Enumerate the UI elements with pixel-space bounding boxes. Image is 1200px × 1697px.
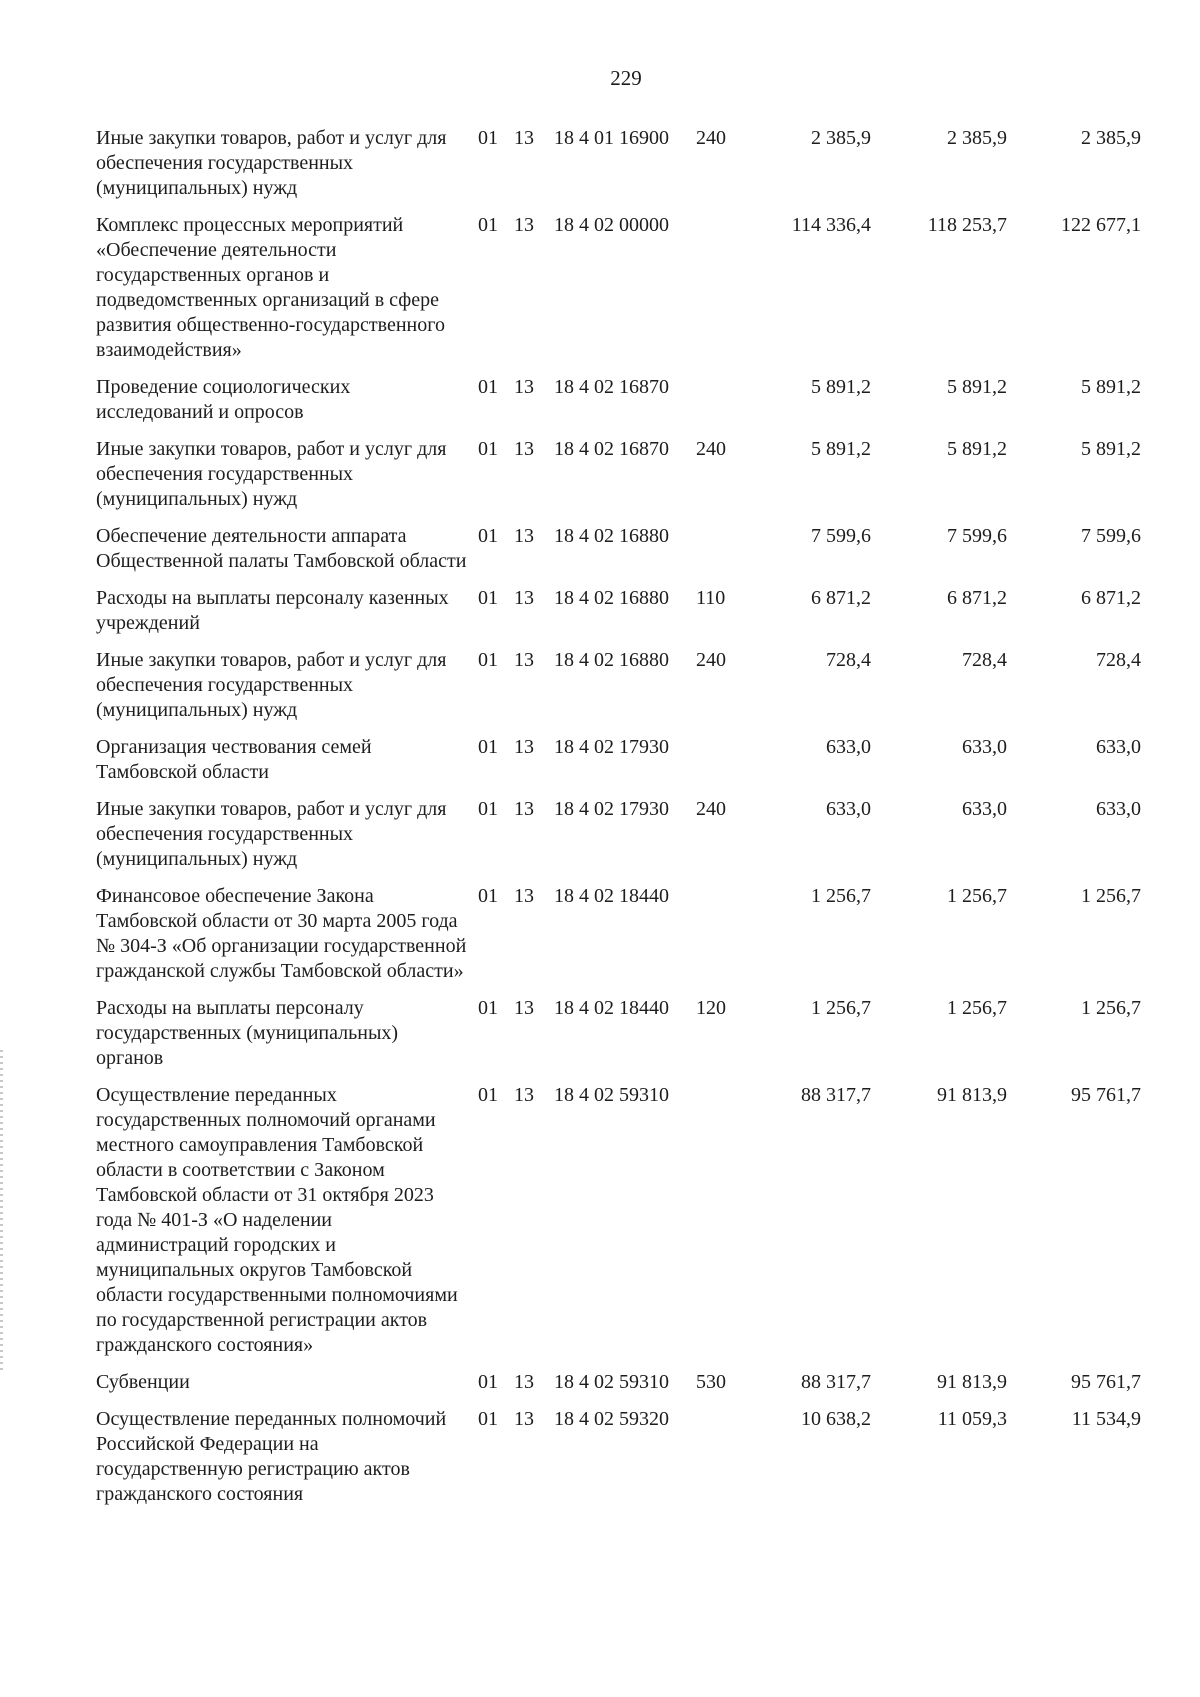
table-row (96, 213, 1176, 363)
section-code: 01 (478, 525, 498, 547)
target-article-code: 18 4 02 18440 (554, 885, 669, 907)
amount-2024: 6 871,2 (811, 587, 871, 609)
target-article-code: 18 4 02 17930 (554, 798, 669, 820)
section-code: 01 (478, 127, 498, 149)
amount-2025: 11 059,3 (937, 1408, 1007, 1430)
section-code: 01 (478, 798, 498, 820)
subsection-code: 13 (514, 127, 534, 149)
table-row (96, 884, 1176, 984)
subsection-code: 13 (514, 1084, 534, 1106)
subsection-code: 13 (514, 649, 534, 671)
amount-2026: 5 891,2 (1081, 438, 1141, 460)
expense-type-code: 110 (696, 587, 726, 609)
row-name: Проведение социологических исследований и опросов (96, 376, 351, 423)
amount-2025: 1 256,7 (947, 997, 1007, 1019)
section-code: 01 (478, 1371, 498, 1393)
amount-2025: 5 891,2 (947, 376, 1007, 398)
row-name: Обеспечение деятельности аппарата Общественной палаты Тамбовской области (96, 525, 467, 572)
expense-type-code: 240 (696, 127, 726, 149)
expense-type-code: 120 (696, 997, 726, 1019)
amount-2025: 633,0 (962, 736, 1007, 758)
amount-2024: 88 317,7 (801, 1084, 871, 1106)
amount-2026: 95 761,7 (1071, 1371, 1141, 1393)
amount-2024: 5 891,2 (811, 376, 871, 398)
amount-2025: 118 253,7 (927, 214, 1007, 236)
page-number: 229 (610, 66, 642, 90)
row-name: Иные закупки товаров, работ и услуг для обеспечения государственных (муниципальных) нужд (96, 438, 447, 510)
amount-2026: 633,0 (1096, 798, 1141, 820)
amount-2024: 5 891,2 (811, 438, 871, 460)
target-article-code: 18 4 01 16900 (554, 127, 669, 149)
row-name: Организация чествования семей Тамбовской области (96, 736, 372, 783)
target-article-code: 18 4 02 17930 (554, 736, 669, 758)
subsection-code: 13 (514, 885, 534, 907)
scan-edge-artifact (0, 1050, 3, 1370)
amount-2025: 7 599,6 (947, 525, 1007, 547)
amount-2024: 633,0 (826, 798, 871, 820)
amount-2026: 633,0 (1096, 736, 1141, 758)
amount-2024: 10 638,2 (801, 1408, 871, 1430)
amount-2024: 2 385,9 (811, 127, 871, 149)
section-code: 01 (478, 997, 498, 1019)
table-row (96, 586, 1176, 636)
amount-2026: 95 761,7 (1071, 1084, 1141, 1106)
table-row (96, 524, 1176, 574)
table-row (96, 735, 1176, 785)
amount-2026: 7 599,6 (1081, 525, 1141, 547)
row-name: Иные закупки товаров, работ и услуг для обеспечения государственных (муниципальных) нужд (96, 649, 447, 721)
table-row (96, 375, 1176, 425)
amount-2026: 1 256,7 (1081, 997, 1141, 1019)
section-code: 01 (478, 1084, 498, 1106)
amount-2025: 2 385,9 (947, 127, 1007, 149)
amount-2026: 122 677,1 (1061, 214, 1141, 236)
section-code: 01 (478, 587, 498, 609)
target-article-code: 18 4 02 18440 (554, 997, 669, 1019)
target-article-code: 18 4 02 00000 (554, 214, 669, 236)
amount-2026: 11 534,9 (1071, 1408, 1141, 1430)
subsection-code: 13 (514, 736, 534, 758)
subsection-code: 13 (514, 376, 534, 398)
amount-2026: 6 871,2 (1081, 587, 1141, 609)
row-name: Финансовое обеспечение Закона Тамбовской области от 30 марта 2005 года № 304-З «Об организации государственной гражданской службы Тамбовской области» (96, 885, 467, 982)
row-name: Расходы на выплаты персоналу государственных (муниципальных) органов (96, 997, 399, 1069)
target-article-code: 18 4 02 59320 (554, 1408, 669, 1430)
row-name: Комплекс процессных мероприятий «Обеспечение деятельности государственных органов и подведомственных организаций в сфере развития общественно-государственного взаимодействия» (96, 214, 445, 361)
subsection-code: 13 (514, 997, 534, 1019)
amount-2024: 633,0 (826, 736, 871, 758)
subsection-code: 13 (514, 1371, 534, 1393)
expense-type-code: 240 (696, 798, 726, 820)
amount-2025: 633,0 (962, 798, 1007, 820)
table-row (96, 1370, 1176, 1395)
section-code: 01 (478, 736, 498, 758)
subsection-code: 13 (514, 214, 534, 236)
amount-2024: 1 256,7 (811, 885, 871, 907)
target-article-code: 18 4 02 59310 (554, 1084, 669, 1106)
table-row (96, 996, 1176, 1071)
section-code: 01 (478, 438, 498, 460)
table-row (96, 126, 1176, 201)
amount-2025: 91 813,9 (937, 1371, 1007, 1393)
amount-2025: 91 813,9 (937, 1084, 1007, 1106)
amount-2024: 114 336,4 (791, 214, 871, 236)
table-row (96, 648, 1176, 723)
section-code: 01 (478, 214, 498, 236)
expense-type-code: 240 (696, 649, 726, 671)
expense-type-code: 530 (696, 1371, 726, 1393)
section-code: 01 (478, 649, 498, 671)
amount-2025: 5 891,2 (947, 438, 1007, 460)
amount-2026: 2 385,9 (1081, 127, 1141, 149)
row-name: Иные закупки товаров, работ и услуг для обеспечения государственных (муниципальных) нужд (96, 798, 447, 870)
expense-type-code: 240 (696, 438, 726, 460)
target-article-code: 18 4 02 16880 (554, 525, 669, 547)
amount-2024: 1 256,7 (811, 997, 871, 1019)
row-name: Осуществление переданных полномочий Российской Федерации на государственную регистрацию актов гражданского состояния (96, 1408, 447, 1505)
section-code: 01 (478, 885, 498, 907)
table-row (96, 437, 1176, 512)
table-row (96, 1407, 1176, 1507)
table-row (96, 1083, 1176, 1358)
section-code: 01 (478, 376, 498, 398)
target-article-code: 18 4 02 16880 (554, 587, 669, 609)
amount-2024: 7 599,6 (811, 525, 871, 547)
subsection-code: 13 (514, 587, 534, 609)
subsection-code: 13 (514, 438, 534, 460)
subsection-code: 13 (514, 798, 534, 820)
subsection-code: 13 (514, 525, 534, 547)
amount-2024: 88 317,7 (801, 1371, 871, 1393)
table-row (96, 797, 1176, 872)
amount-2025: 6 871,2 (947, 587, 1007, 609)
subsection-code: 13 (514, 1408, 534, 1430)
amount-2026: 728,4 (1096, 649, 1141, 671)
budget-table (96, 126, 1176, 1519)
row-name: Субвенции (96, 1371, 190, 1393)
row-name: Осуществление переданных государственных полномочий органами местного самоуправления Тамбовской области в соответствии с Законом Тамбовской области от 31 октября 2023 года № 401-З «О наделении администраций городских и муниципальных округов Тамбовской области государственными полномочиями по государственной регистрации актов гражданского состояния» (96, 1084, 458, 1356)
amount-2025: 1 256,7 (947, 885, 1007, 907)
target-article-code: 18 4 02 16870 (554, 376, 669, 398)
target-article-code: 18 4 02 16870 (554, 438, 669, 460)
row-name: Расходы на выплаты персоналу казенных учреждений (96, 587, 449, 634)
amount-2026: 1 256,7 (1081, 885, 1141, 907)
amount-2026: 5 891,2 (1081, 376, 1141, 398)
amount-2024: 728,4 (826, 649, 871, 671)
row-name: Иные закупки товаров, работ и услуг для обеспечения государственных (муниципальных) нужд (96, 127, 447, 199)
target-article-code: 18 4 02 16880 (554, 649, 669, 671)
target-article-code: 18 4 02 59310 (554, 1371, 669, 1393)
amount-2025: 728,4 (962, 649, 1007, 671)
section-code: 01 (478, 1408, 498, 1430)
